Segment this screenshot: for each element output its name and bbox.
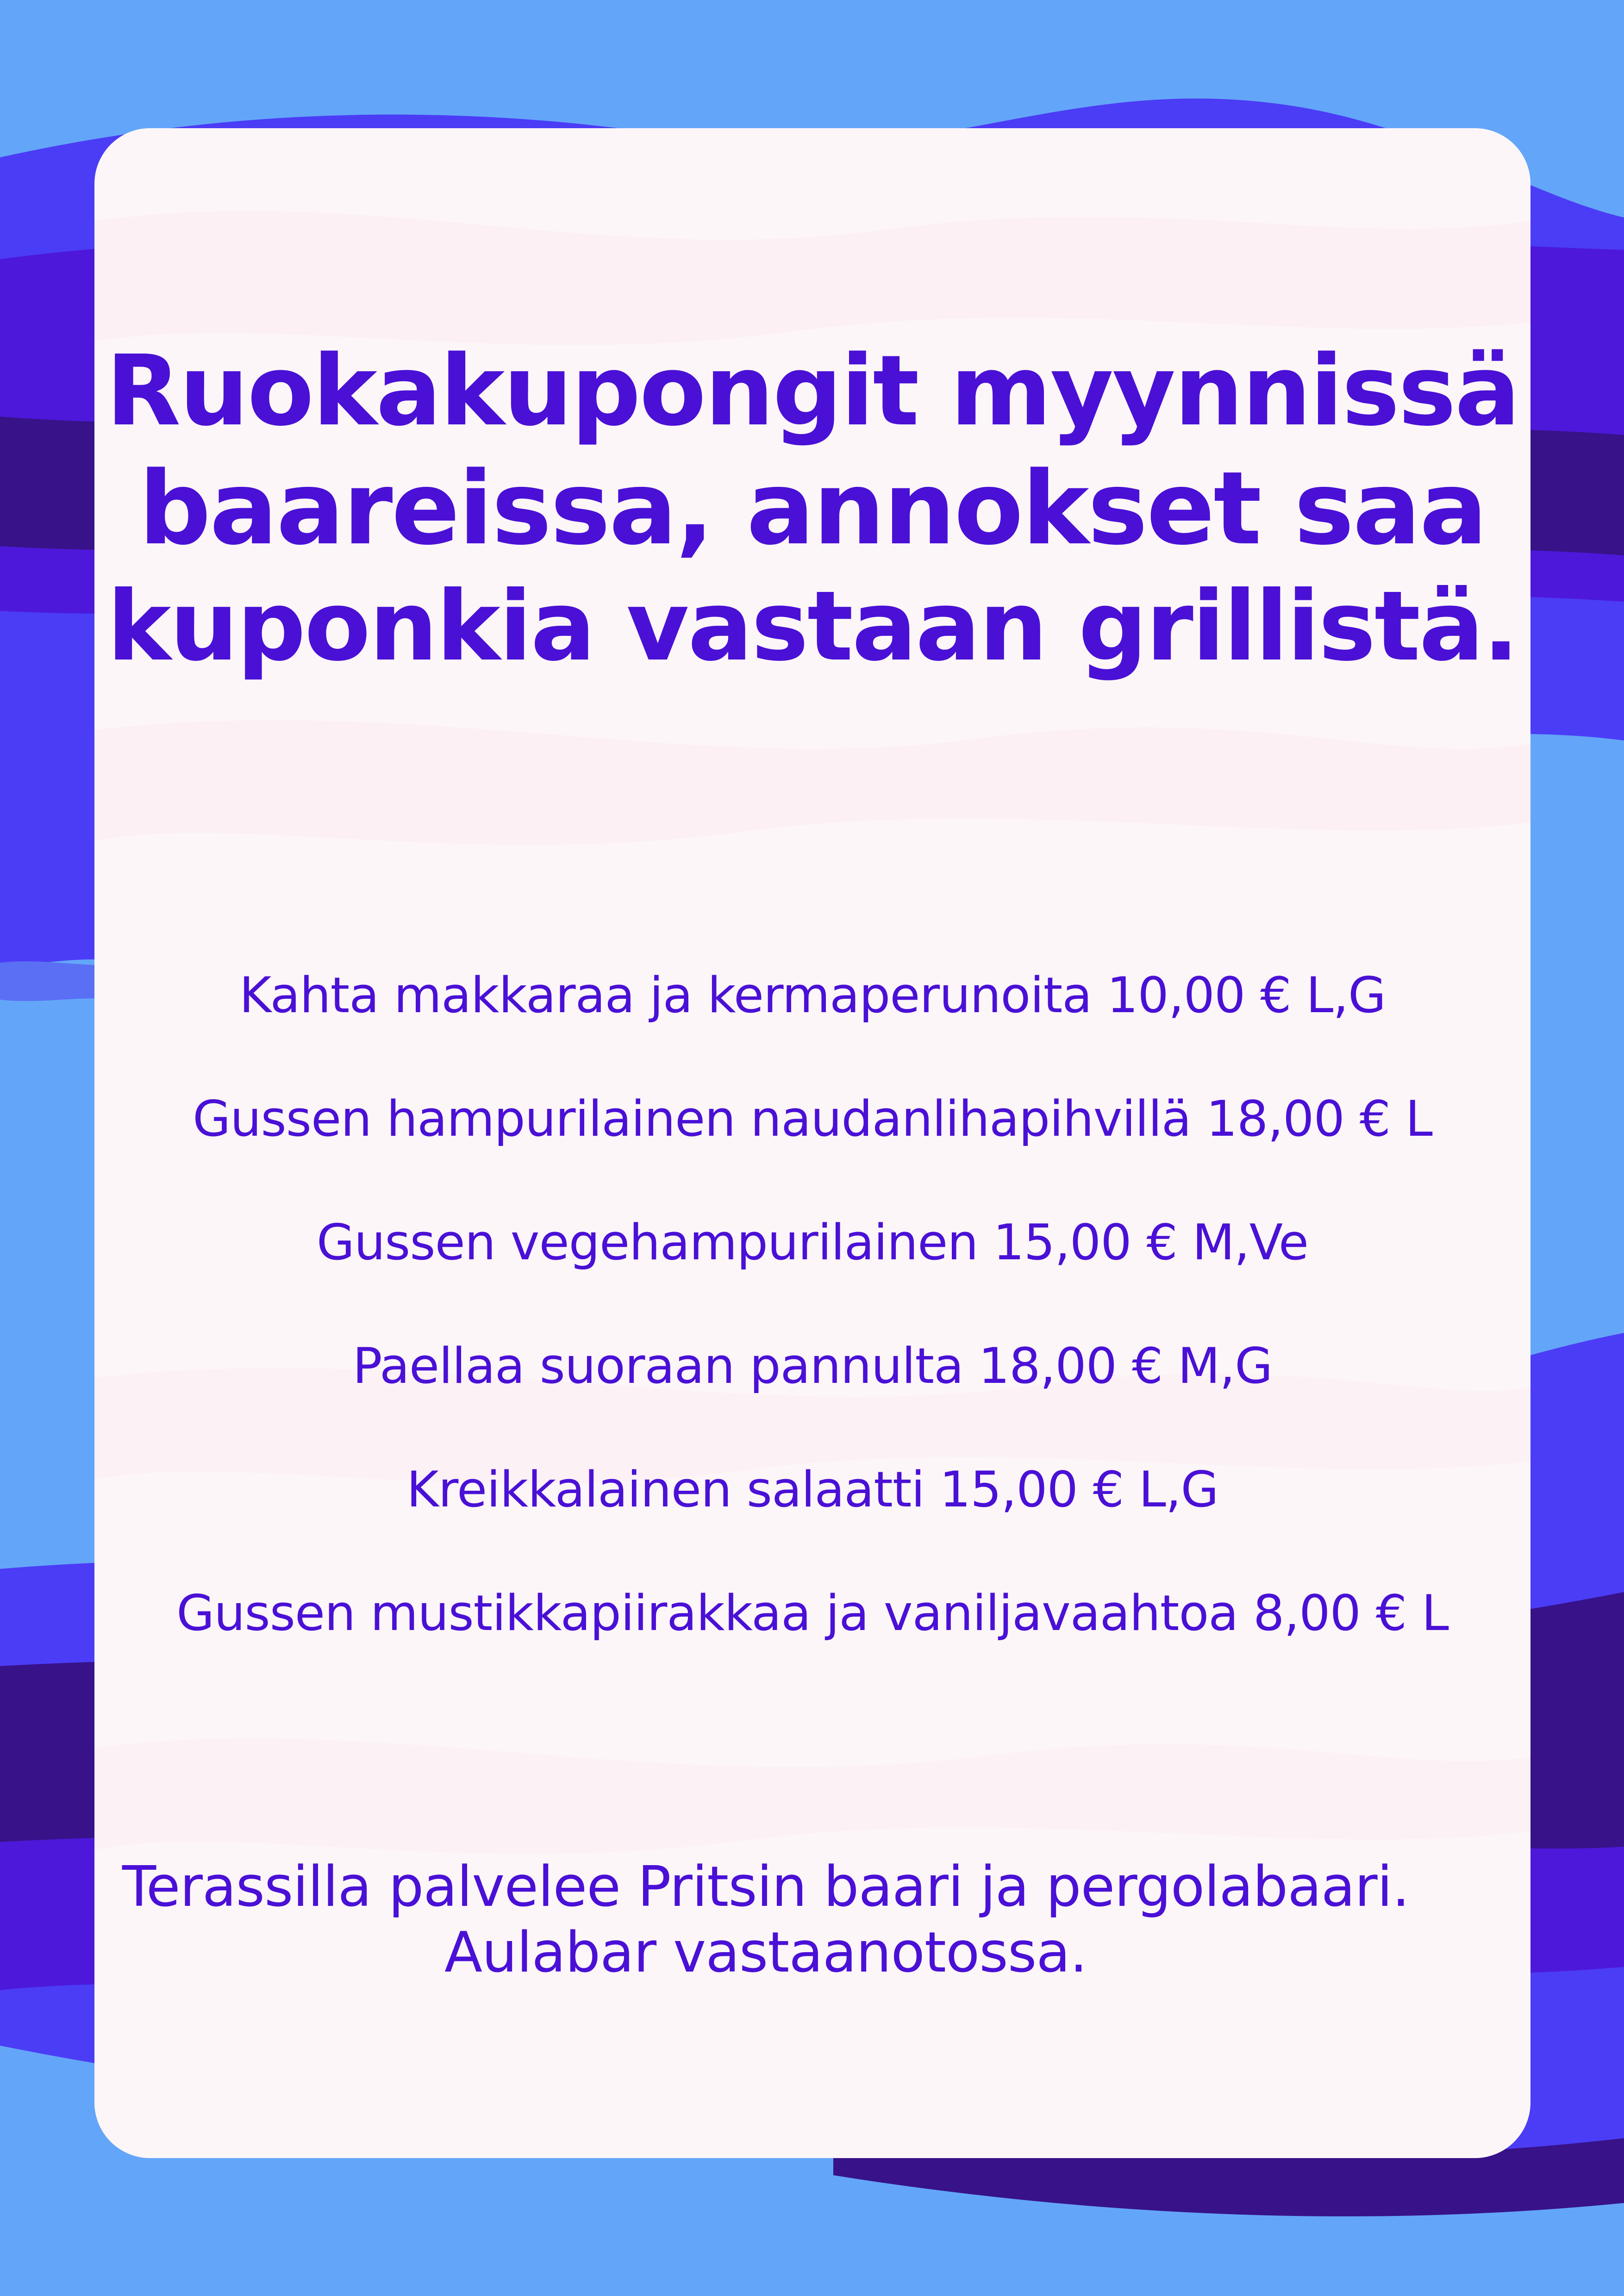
menu-item: Gussen vegehampurilainen 15,00 € M,Ve [316,1214,1309,1271]
headline-line: kuponkia vastaan grillistä. [107,571,1518,683]
headline [94,332,1530,686]
menu-item: Kahta makkaraa ja kermaperunoita 10,00 € L,G [239,967,1386,1024]
menu-item: Kreikkalainen salaatti 15,00 € L,G [406,1461,1218,1518]
menu-item: Gussen mustikkapiirakkaa ja vaniljavaahtoa 8,00 € L [176,1585,1449,1642]
menu-list [94,933,1530,1675]
headline-line: Ruokakupongit myynnissä [106,334,1519,448]
bar-info-line: Aulabar vastaanotossa. [444,1921,1087,1985]
bar-info-line: Terassilla palvelee Pritsin baari ja pergolabaari. [122,1855,1410,1919]
headline-line: baareissa, annokset saa [138,450,1487,567]
menu-item: Gussen hampurilainen naudanlihapihvillä 18,00 € L [193,1090,1432,1147]
menu-card [94,128,1530,2158]
menu-item: Paellaa suoraan pannulta 18,00 € M,G [352,1338,1273,1394]
bar-info [94,1854,1437,1986]
